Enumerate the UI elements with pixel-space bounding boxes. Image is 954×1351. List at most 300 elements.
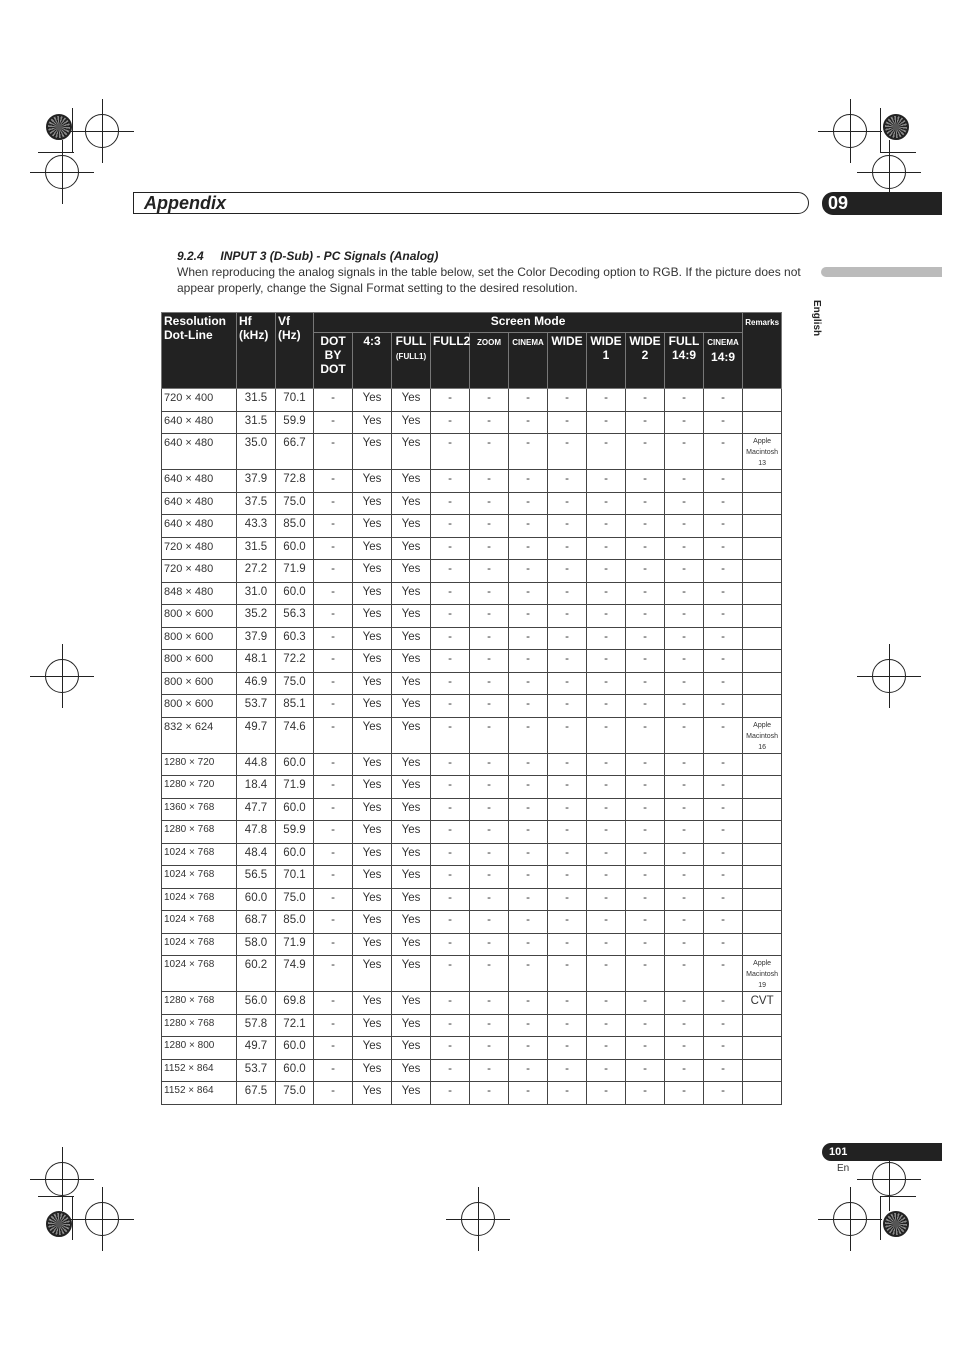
cell-mode: Yes <box>353 798 392 821</box>
cell-mode: - <box>665 627 704 650</box>
cell-vf: 60.0 <box>276 1059 314 1082</box>
cell-mode: Yes <box>392 776 431 799</box>
cell-mode: - <box>587 582 626 605</box>
cell-mode: - <box>431 798 470 821</box>
cell-mode: Yes <box>392 627 431 650</box>
cell-remarks <box>743 695 782 718</box>
cell-mode: - <box>431 389 470 412</box>
cell-mode: - <box>548 605 587 628</box>
header-mode <box>548 333 587 389</box>
cell-resolution: 1024 × 768 <box>162 888 237 911</box>
cell-mode: - <box>626 627 665 650</box>
table-row <box>162 1014 782 1037</box>
cell-mode: - <box>626 605 665 628</box>
cell-mode: - <box>587 717 626 753</box>
cell-mode: - <box>626 672 665 695</box>
table-row <box>162 434 782 470</box>
cell-mode: - <box>548 821 587 844</box>
cell-mode: - <box>470 1059 509 1082</box>
header-resolution: Resolution Dot-Line <box>162 313 237 389</box>
cell-hf: 31.0 <box>237 582 276 605</box>
cell-mode: - <box>470 956 509 992</box>
header-mode <box>392 333 431 389</box>
cell-mode: - <box>509 411 548 434</box>
cell-mode: - <box>470 821 509 844</box>
cell-mode: - <box>665 582 704 605</box>
cell-remarks <box>743 515 782 538</box>
cell-mode: - <box>587 866 626 889</box>
header-vf: Vf (Hz) <box>276 313 314 389</box>
cell-vf: 72.2 <box>276 650 314 673</box>
cell-hf: 31.5 <box>237 389 276 412</box>
cell-mode: - <box>314 650 353 673</box>
cell-remarks <box>743 1059 782 1082</box>
cell-mode: - <box>704 992 743 1015</box>
cell-mode: Yes <box>353 753 392 776</box>
cell-mode: Yes <box>392 1082 431 1105</box>
cell-resolution: 1152 × 864 <box>162 1059 237 1082</box>
cell-mode: - <box>587 695 626 718</box>
cell-hf: 56.0 <box>237 992 276 1015</box>
cell-mode: Yes <box>392 411 431 434</box>
cell-mode: - <box>314 798 353 821</box>
registration-mark-icon <box>45 1162 79 1196</box>
cell-vf: 60.0 <box>276 537 314 560</box>
cell-mode: - <box>314 537 353 560</box>
cell-mode: - <box>509 821 548 844</box>
cell-remarks <box>743 650 782 673</box>
cell-vf: 75.0 <box>276 492 314 515</box>
cell-mode: - <box>704 650 743 673</box>
cell-mode: Yes <box>392 492 431 515</box>
table-row <box>162 1059 782 1082</box>
cell-mode: - <box>509 843 548 866</box>
cell-mode: - <box>548 582 587 605</box>
cell-mode: - <box>470 470 509 493</box>
cell-resolution: 1280 × 800 <box>162 1037 237 1060</box>
registration-mark-icon <box>85 1202 119 1236</box>
cell-mode: Yes <box>353 605 392 628</box>
cell-hf: 60.2 <box>237 956 276 992</box>
cell-resolution: 640 × 480 <box>162 515 237 538</box>
cell-mode: - <box>626 821 665 844</box>
header-bar <box>133 192 809 214</box>
crop-line <box>38 1196 74 1197</box>
table-row <box>162 933 782 956</box>
cell-hf: 27.2 <box>237 560 276 583</box>
cell-mode: - <box>470 992 509 1015</box>
cell-vf: 71.9 <box>276 933 314 956</box>
cell-mode: - <box>509 515 548 538</box>
cell-mode: - <box>587 956 626 992</box>
table-row <box>162 717 782 753</box>
cell-mode: - <box>587 434 626 470</box>
cell-mode: - <box>704 866 743 889</box>
cell-mode: - <box>665 1037 704 1060</box>
cell-mode: - <box>431 470 470 493</box>
cell-mode: - <box>314 1037 353 1060</box>
cell-mode: - <box>314 776 353 799</box>
header-mode <box>509 333 548 389</box>
cell-vf: 72.1 <box>276 1014 314 1037</box>
cell-hf: 57.8 <box>237 1014 276 1037</box>
cell-resolution: 1280 × 768 <box>162 992 237 1015</box>
cell-mode: - <box>431 866 470 889</box>
cell-mode: - <box>626 798 665 821</box>
header-mode <box>314 333 353 389</box>
cell-mode: - <box>509 389 548 412</box>
cell-mode: - <box>431 1082 470 1105</box>
registration-mark-icon <box>45 155 79 189</box>
cell-mode: - <box>665 933 704 956</box>
cell-mode: - <box>548 695 587 718</box>
cell-remarks <box>743 798 782 821</box>
cell-mode: - <box>704 389 743 412</box>
cell-mode: - <box>626 992 665 1015</box>
cell-mode: - <box>431 695 470 718</box>
cell-mode: - <box>470 717 509 753</box>
cell-mode: - <box>587 492 626 515</box>
cell-mode: Yes <box>392 888 431 911</box>
cell-mode: - <box>704 515 743 538</box>
cell-mode: - <box>626 515 665 538</box>
cell-mode: - <box>509 672 548 695</box>
cell-vf: 60.0 <box>276 582 314 605</box>
cell-mode: - <box>509 560 548 583</box>
cell-mode: - <box>626 956 665 992</box>
cell-remarks <box>743 956 782 992</box>
header-mode-main: WIDE <box>551 334 583 348</box>
cell-mode: - <box>665 843 704 866</box>
cell-resolution: 1280 × 720 <box>162 753 237 776</box>
table-row <box>162 411 782 434</box>
cell-hf: 31.5 <box>237 411 276 434</box>
header-mode <box>353 333 392 389</box>
header-mode-main: FULL2 <box>433 334 471 348</box>
cell-mode: - <box>431 560 470 583</box>
registration-mark-icon <box>833 114 867 148</box>
cell-mode: - <box>704 695 743 718</box>
cell-remarks <box>743 992 782 1015</box>
table-row <box>162 672 782 695</box>
cell-mode: - <box>587 933 626 956</box>
registration-dot-icon <box>46 114 72 140</box>
cell-resolution: 1024 × 768 <box>162 911 237 934</box>
table-row <box>162 1082 782 1105</box>
crop-line <box>38 152 74 153</box>
cell-mode: - <box>431 537 470 560</box>
cell-mode: - <box>665 560 704 583</box>
cell-hf: 68.7 <box>237 911 276 934</box>
cell-mode: Yes <box>353 843 392 866</box>
cell-resolution: 800 × 600 <box>162 650 237 673</box>
cell-resolution: 800 × 600 <box>162 627 237 650</box>
cell-mode: - <box>314 717 353 753</box>
language-tab <box>821 267 942 277</box>
cell-hf: 48.1 <box>237 650 276 673</box>
table-row <box>162 560 782 583</box>
cell-mode: - <box>626 434 665 470</box>
cell-mode: - <box>314 1014 353 1037</box>
cell-mode: - <box>431 992 470 1015</box>
cell-mode: - <box>665 776 704 799</box>
cell-mode: - <box>665 411 704 434</box>
cell-mode: - <box>548 560 587 583</box>
cell-mode: - <box>314 753 353 776</box>
cell-mode: Yes <box>392 515 431 538</box>
cell-mode: - <box>704 888 743 911</box>
cell-resolution: 1280 × 768 <box>162 1014 237 1037</box>
cell-hf: 53.7 <box>237 695 276 718</box>
cell-mode: - <box>665 695 704 718</box>
cell-mode: - <box>431 1014 470 1037</box>
header-mode <box>704 333 743 389</box>
cell-mode: - <box>548 650 587 673</box>
cell-hf: 60.0 <box>237 888 276 911</box>
cell-resolution: 1152 × 864 <box>162 1082 237 1105</box>
cell-mode: Yes <box>353 821 392 844</box>
cell-remarks <box>743 821 782 844</box>
registration-mark-icon <box>85 114 119 148</box>
cell-hf: 43.3 <box>237 515 276 538</box>
cell-mode: - <box>665 672 704 695</box>
cell-mode: Yes <box>353 470 392 493</box>
cell-mode: Yes <box>353 515 392 538</box>
cell-mode: - <box>665 389 704 412</box>
cell-mode: - <box>314 843 353 866</box>
cell-mode: - <box>431 911 470 934</box>
cell-mode: - <box>431 627 470 650</box>
cell-remarks <box>743 776 782 799</box>
cell-mode: Yes <box>353 560 392 583</box>
crop-line <box>880 108 881 152</box>
cell-mode: - <box>314 434 353 470</box>
cell-mode: - <box>431 582 470 605</box>
table-row <box>162 695 782 718</box>
cell-mode: - <box>587 821 626 844</box>
cell-hf: 37.9 <box>237 627 276 650</box>
cell-mode: Yes <box>392 753 431 776</box>
cell-vf: 69.8 <box>276 992 314 1015</box>
cell-hf: 31.5 <box>237 537 276 560</box>
cell-mode: - <box>470 843 509 866</box>
cell-mode: - <box>431 956 470 992</box>
cell-mode: - <box>704 753 743 776</box>
table-row <box>162 992 782 1015</box>
cell-resolution: 720 × 480 <box>162 537 237 560</box>
header-mode <box>665 333 704 389</box>
cell-resolution: 832 × 624 <box>162 717 237 753</box>
cell-mode: - <box>626 470 665 493</box>
cell-mode: Yes <box>353 492 392 515</box>
cell-mode: - <box>704 933 743 956</box>
table-row <box>162 627 782 650</box>
cell-vf: 85.0 <box>276 515 314 538</box>
cell-mode: - <box>665 992 704 1015</box>
registration-mark-icon <box>872 659 906 693</box>
cell-mode: Yes <box>392 843 431 866</box>
cell-mode: Yes <box>353 582 392 605</box>
remarks-text: Apple Macintosh 13 <box>746 438 779 467</box>
cell-mode: - <box>314 1059 353 1082</box>
cell-mode: - <box>509 911 548 934</box>
cell-mode: - <box>587 776 626 799</box>
cell-mode: - <box>470 434 509 470</box>
cell-mode: - <box>626 492 665 515</box>
cell-mode: - <box>509 650 548 673</box>
cell-resolution: 1024 × 768 <box>162 956 237 992</box>
crop-line <box>72 108 73 152</box>
cell-hf: 37.5 <box>237 492 276 515</box>
registration-dot-icon <box>883 114 909 140</box>
cell-mode: - <box>509 798 548 821</box>
cell-mode: - <box>470 776 509 799</box>
cell-mode: - <box>470 560 509 583</box>
cell-resolution: 848 × 480 <box>162 582 237 605</box>
cell-remarks <box>743 843 782 866</box>
cell-mode: Yes <box>392 933 431 956</box>
cell-resolution: 800 × 600 <box>162 672 237 695</box>
cell-mode: Yes <box>392 650 431 673</box>
cell-mode: - <box>665 537 704 560</box>
header-mode-main: DOT BY DOT <box>320 334 346 376</box>
table-row <box>162 821 782 844</box>
table-row <box>162 888 782 911</box>
cell-remarks <box>743 1014 782 1037</box>
remarks-text: Apple Macintosh 19 <box>746 960 779 989</box>
cell-remarks <box>743 389 782 412</box>
header-hf: Hf (kHz) <box>237 313 276 389</box>
cell-resolution: 1024 × 768 <box>162 933 237 956</box>
header-mode-main: FULL 14:9 <box>668 334 700 362</box>
cell-resolution: 720 × 480 <box>162 560 237 583</box>
language-label: English <box>811 300 822 337</box>
cell-mode: - <box>431 434 470 470</box>
cell-mode: - <box>509 627 548 650</box>
table-row <box>162 389 782 412</box>
cell-hf: 49.7 <box>237 717 276 753</box>
remarks-text: Apple Macintosh 16 <box>746 721 779 751</box>
cell-mode: Yes <box>353 695 392 718</box>
cell-mode: - <box>587 515 626 538</box>
cell-mode: - <box>704 956 743 992</box>
cell-mode: Yes <box>353 911 392 934</box>
cell-mode: - <box>665 717 704 753</box>
cell-mode: - <box>626 537 665 560</box>
cell-remarks <box>743 717 782 753</box>
cell-remarks <box>743 470 782 493</box>
cell-resolution: 1280 × 720 <box>162 776 237 799</box>
table-row <box>162 843 782 866</box>
cell-mode: Yes <box>353 776 392 799</box>
cell-mode: - <box>548 753 587 776</box>
cell-mode: - <box>470 515 509 538</box>
cell-mode: - <box>665 515 704 538</box>
cell-mode: - <box>470 798 509 821</box>
cell-mode: - <box>431 933 470 956</box>
cell-mode: Yes <box>353 933 392 956</box>
cell-mode: - <box>470 911 509 934</box>
page-title: Appendix <box>144 193 227 213</box>
cell-resolution: 720 × 400 <box>162 389 237 412</box>
cell-mode: - <box>314 933 353 956</box>
cell-mode: - <box>509 888 548 911</box>
cell-mode: - <box>587 888 626 911</box>
cell-mode: - <box>587 1014 626 1037</box>
cell-mode: - <box>314 1082 353 1105</box>
cell-hf: 46.9 <box>237 672 276 695</box>
cell-mode: - <box>704 434 743 470</box>
cell-remarks <box>743 560 782 583</box>
cell-mode: Yes <box>392 717 431 753</box>
cell-mode: - <box>314 389 353 412</box>
cell-mode: - <box>587 560 626 583</box>
cell-mode: Yes <box>392 992 431 1015</box>
registration-dot-icon <box>883 1211 909 1237</box>
cell-mode: - <box>470 672 509 695</box>
cell-hf: 37.9 <box>237 470 276 493</box>
cell-hf: 18.4 <box>237 776 276 799</box>
registration-mark-icon <box>833 1202 867 1236</box>
cell-mode: - <box>626 1014 665 1037</box>
cell-mode: - <box>704 560 743 583</box>
cell-mode: Yes <box>353 956 392 992</box>
cell-mode: - <box>626 560 665 583</box>
cell-mode: Yes <box>353 627 392 650</box>
cell-mode: - <box>470 627 509 650</box>
cell-mode: - <box>587 911 626 934</box>
cell-mode: - <box>548 1014 587 1037</box>
cell-resolution: 800 × 600 <box>162 605 237 628</box>
cell-mode: - <box>548 911 587 934</box>
header-mode-sub: (FULL1) <box>395 352 427 361</box>
cell-hf: 67.5 <box>237 1082 276 1105</box>
cell-mode: - <box>431 1059 470 1082</box>
cell-mode: - <box>626 753 665 776</box>
cell-mode: - <box>314 470 353 493</box>
cell-vf: 60.0 <box>276 798 314 821</box>
cell-mode: - <box>314 695 353 718</box>
table-row <box>162 866 782 889</box>
cell-mode: Yes <box>392 911 431 934</box>
cell-mode: - <box>704 672 743 695</box>
cell-mode: Yes <box>392 560 431 583</box>
cell-mode: - <box>470 582 509 605</box>
cell-mode: - <box>314 888 353 911</box>
cell-mode: - <box>548 470 587 493</box>
cell-mode: Yes <box>392 956 431 992</box>
cell-mode: - <box>587 389 626 412</box>
registration-mark-icon <box>45 659 79 693</box>
cell-hf: 35.0 <box>237 434 276 470</box>
cell-mode: - <box>509 866 548 889</box>
table-row <box>162 492 782 515</box>
header-mode <box>587 333 626 389</box>
cell-mode: Yes <box>353 411 392 434</box>
cell-mode: Yes <box>392 434 431 470</box>
cell-mode: - <box>587 843 626 866</box>
cell-mode: - <box>704 717 743 753</box>
cell-mode: Yes <box>392 798 431 821</box>
registration-dot-icon <box>46 1211 72 1237</box>
cell-remarks <box>743 753 782 776</box>
cell-mode: - <box>470 866 509 889</box>
cell-hf: 35.2 <box>237 605 276 628</box>
chapter-number: 09 <box>822 192 942 215</box>
cell-mode: Yes <box>353 992 392 1015</box>
cell-remarks <box>743 537 782 560</box>
cell-mode: - <box>587 672 626 695</box>
